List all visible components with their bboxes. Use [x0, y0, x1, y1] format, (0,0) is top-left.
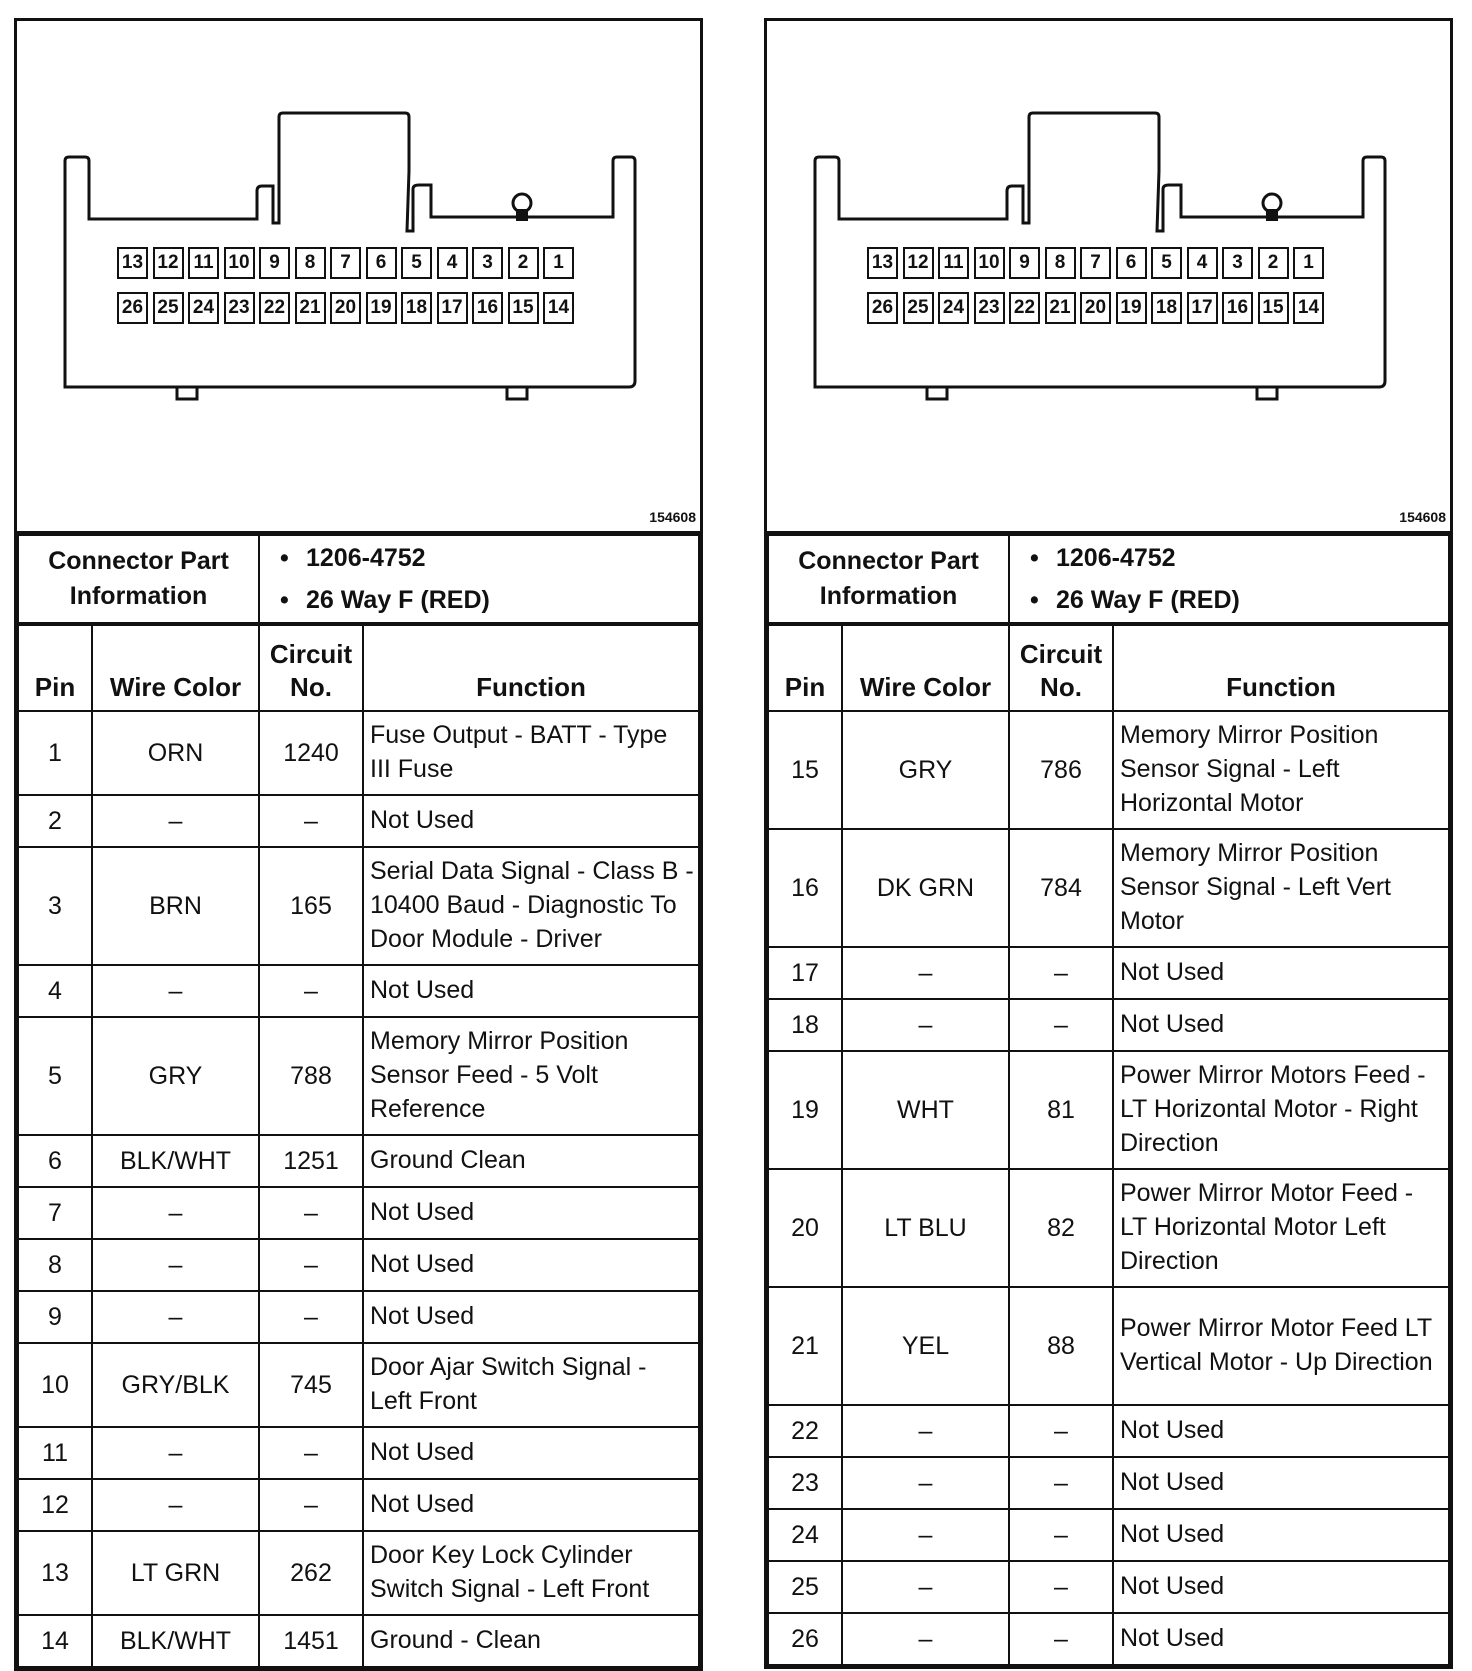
- function-cell: Not Used: [363, 795, 699, 847]
- circuit-cell: 88: [1009, 1287, 1113, 1405]
- circuit-cell: 1451: [259, 1615, 363, 1667]
- wire-color-cell: –: [92, 1479, 259, 1531]
- pin-row-12: [18, 1479, 699, 1531]
- col-circuit: Circuit No.: [1009, 625, 1113, 711]
- col-wire-color: Wire Color: [842, 625, 1009, 711]
- connector-info: [17, 534, 700, 624]
- function-cell: Memory Mirror Position Sensor Signal - Left Vert Motor: [1113, 829, 1449, 947]
- wire-color-cell: –: [842, 999, 1009, 1051]
- connector-pin-14: 14: [1293, 292, 1324, 324]
- function-cell: Not Used: [363, 965, 699, 1017]
- connector-pin-18: 18: [401, 292, 432, 324]
- pin-row-25: [768, 1561, 1449, 1613]
- wire-color-cell: –: [842, 1613, 1009, 1665]
- connector-pin-7: 7: [330, 247, 361, 279]
- connector-pin-26: 26: [117, 292, 148, 324]
- connector-pin-4: 4: [1187, 247, 1218, 279]
- function-cell: Not Used: [363, 1239, 699, 1291]
- pin-cell: 20: [768, 1169, 842, 1287]
- pin-cell: 3: [18, 847, 92, 965]
- wire-color-cell: GRY: [842, 711, 1009, 829]
- pin-row-6: [18, 1135, 699, 1187]
- pin-row-13: [18, 1531, 699, 1615]
- col-pin: Pin: [18, 625, 92, 711]
- connector-pin-24: 24: [188, 292, 219, 324]
- connector-pin-6: 6: [1116, 247, 1147, 279]
- circuit-cell: 1251: [259, 1135, 363, 1187]
- wire-color-cell: BRN: [92, 847, 259, 965]
- wire-color-cell: –: [842, 1509, 1009, 1561]
- wire-color-cell: –: [92, 965, 259, 1017]
- wire-color-cell: –: [92, 795, 259, 847]
- connector-pin-25: 25: [153, 292, 184, 324]
- pin-row-8: [18, 1239, 699, 1291]
- connector-pin-23: 23: [224, 292, 255, 324]
- pin-row-4: [18, 965, 699, 1017]
- function-cell: Power Mirror Motor Feed - LT Horizontal Motor Left Direction: [1113, 1169, 1449, 1287]
- circuit-cell: –: [1009, 947, 1113, 999]
- circuit-cell: –: [1009, 1613, 1113, 1665]
- wire-color-cell: YEL: [842, 1287, 1009, 1405]
- circuit-cell: 1240: [259, 711, 363, 795]
- circuit-cell: –: [1009, 1561, 1113, 1613]
- connector-pin-18: 18: [1151, 292, 1182, 324]
- wire-color-cell: GRY: [92, 1017, 259, 1135]
- function-cell: Not Used: [1113, 1561, 1449, 1613]
- wire-color-cell: –: [842, 1457, 1009, 1509]
- wire-color-cell: –: [842, 1405, 1009, 1457]
- wire-color-cell: BLK/WHT: [92, 1135, 259, 1187]
- function-cell: Not Used: [1113, 1613, 1449, 1665]
- circuit-cell: –: [1009, 999, 1113, 1051]
- connector-pin-9: 9: [1009, 247, 1040, 279]
- circuit-cell: –: [259, 1187, 363, 1239]
- pin-cell: 25: [768, 1561, 842, 1613]
- pin-cell: 2: [18, 795, 92, 847]
- pin-row-23: [768, 1457, 1449, 1509]
- connector-pin-7: 7: [1080, 247, 1111, 279]
- pin-cell: 16: [768, 829, 842, 947]
- connector-pin-11: 11: [188, 247, 219, 279]
- connector-pin-21: 21: [295, 292, 326, 324]
- pin-table-left: [17, 624, 700, 1668]
- pin-row-26: [768, 1613, 1449, 1665]
- connector-pin-5: 5: [1151, 247, 1182, 279]
- connector-pin-23: 23: [974, 292, 1005, 324]
- circuit-cell: 745: [259, 1343, 363, 1427]
- connector-pin-6: 6: [366, 247, 397, 279]
- pin-table-right: [767, 624, 1450, 1666]
- connector-part-number: • 1206-4752: [306, 537, 698, 579]
- connector-pin-19: 19: [1116, 292, 1147, 324]
- wire-color-cell: –: [92, 1239, 259, 1291]
- connector-pin-2: 2: [508, 247, 539, 279]
- circuit-cell: 82: [1009, 1169, 1113, 1287]
- connector-pin-21: 21: [1045, 292, 1076, 324]
- col-circuit: Circuit No.: [259, 625, 363, 711]
- connector-pin-11: 11: [938, 247, 969, 279]
- pin-row-14: [18, 1615, 699, 1667]
- connector-pin-24: 24: [938, 292, 969, 324]
- wire-color-cell: –: [92, 1427, 259, 1479]
- circuit-cell: 262: [259, 1531, 363, 1615]
- connector-panel-right: [764, 18, 1453, 1669]
- pin-cell: 9: [18, 1291, 92, 1343]
- connector-pin-3: 3: [472, 247, 503, 279]
- connector-pin-8: 8: [295, 247, 326, 279]
- pin-row-19: [768, 1051, 1449, 1169]
- pin-row-20: [768, 1169, 1449, 1287]
- connector-pin-1: 1: [1293, 247, 1324, 279]
- figure-number: 154608: [649, 509, 696, 525]
- function-cell: Memory Mirror Position Sensor Signal - Left Horizontal Motor: [1113, 711, 1449, 829]
- connector-pin-12: 12: [903, 247, 934, 279]
- connector-pin-20: 20: [1080, 292, 1111, 324]
- connector-pin-13: 13: [117, 247, 148, 279]
- pin-row-22: [768, 1405, 1449, 1457]
- connector-info-label: Connector Part Information: [18, 535, 259, 623]
- connector-pin-1: 1: [543, 247, 574, 279]
- connector-pin-12: 12: [153, 247, 184, 279]
- pin-row-1: [18, 711, 699, 795]
- wire-color-cell: –: [92, 1291, 259, 1343]
- circuit-cell: 165: [259, 847, 363, 965]
- col-function: Function: [363, 625, 699, 711]
- connector-pin-10: 10: [974, 247, 1005, 279]
- connector-description: • 26 Way F (RED): [306, 579, 698, 621]
- connector-panel-left: [14, 18, 703, 1671]
- pin-cell: 23: [768, 1457, 842, 1509]
- wire-color-cell: –: [842, 1561, 1009, 1613]
- connector-diagram: [767, 21, 1450, 534]
- wire-color-cell: –: [92, 1187, 259, 1239]
- wire-color-cell: BLK/WHT: [92, 1615, 259, 1667]
- pin-cell: 4: [18, 965, 92, 1017]
- wire-color-cell: DK GRN: [842, 829, 1009, 947]
- connector-pin-26: 26: [867, 292, 898, 324]
- pin-row-7: [18, 1187, 699, 1239]
- connector-pin-19: 19: [366, 292, 397, 324]
- pin-row-10: [18, 1343, 699, 1427]
- circuit-cell: –: [259, 1479, 363, 1531]
- connector-pin-3: 3: [1222, 247, 1253, 279]
- circuit-cell: –: [259, 1427, 363, 1479]
- circuit-cell: –: [259, 965, 363, 1017]
- connector-pin-17: 17: [437, 292, 468, 324]
- pin-cell: 8: [18, 1239, 92, 1291]
- connector-pin-4: 4: [437, 247, 468, 279]
- circuit-cell: –: [1009, 1457, 1113, 1509]
- function-cell: Not Used: [363, 1479, 699, 1531]
- circuit-cell: 788: [259, 1017, 363, 1135]
- function-cell: Not Used: [1113, 1405, 1449, 1457]
- pin-cell: 5: [18, 1017, 92, 1135]
- connector-pin-15: 15: [1258, 292, 1289, 324]
- function-cell: Not Used: [1113, 999, 1449, 1051]
- pin-cell: 12: [18, 1479, 92, 1531]
- function-cell: Memory Mirror Position Sensor Feed - 5 Volt Reference: [363, 1017, 699, 1135]
- pin-cell: 10: [18, 1343, 92, 1427]
- circuit-cell: –: [259, 795, 363, 847]
- pin-row-9: [18, 1291, 699, 1343]
- function-cell: Not Used: [363, 1291, 699, 1343]
- circuit-cell: –: [1009, 1509, 1113, 1561]
- pin-cell: 26: [768, 1613, 842, 1665]
- function-cell: Fuse Output - BATT - Type III Fuse: [363, 711, 699, 795]
- connector-pin-13: 13: [867, 247, 898, 279]
- pin-cell: 6: [18, 1135, 92, 1187]
- wire-color-cell: –: [842, 947, 1009, 999]
- pin-row-24: [768, 1509, 1449, 1561]
- connector-part-number: • 1206-4752: [1056, 537, 1448, 579]
- circuit-cell: 786: [1009, 711, 1113, 829]
- pin-row-21: [768, 1287, 1449, 1405]
- function-cell: Power Mirror Motor Feed LT Vertical Motor - Up Direction: [1113, 1287, 1449, 1405]
- connector-pin-2: 2: [1258, 247, 1289, 279]
- pin-row-2: [18, 795, 699, 847]
- connector-pin-25: 25: [903, 292, 934, 324]
- circuit-cell: –: [259, 1291, 363, 1343]
- function-cell: Not Used: [363, 1187, 699, 1239]
- function-cell: Not Used: [1113, 1509, 1449, 1561]
- connector-pin-15: 15: [508, 292, 539, 324]
- wire-color-cell: ORN: [92, 711, 259, 795]
- circuit-cell: –: [259, 1239, 363, 1291]
- function-cell: Door Ajar Switch Signal - Left Front: [363, 1343, 699, 1427]
- pin-cell: 21: [768, 1287, 842, 1405]
- function-cell: Not Used: [363, 1427, 699, 1479]
- pin-cell: 24: [768, 1509, 842, 1561]
- wire-color-cell: LT GRN: [92, 1531, 259, 1615]
- col-pin: Pin: [768, 625, 842, 711]
- circuit-cell: 81: [1009, 1051, 1113, 1169]
- wire-color-cell: WHT: [842, 1051, 1009, 1169]
- pin-cell: 17: [768, 947, 842, 999]
- circuit-cell: 784: [1009, 829, 1113, 947]
- pin-cell: 7: [18, 1187, 92, 1239]
- pin-row-18: [768, 999, 1449, 1051]
- function-cell: Ground Clean: [363, 1135, 699, 1187]
- pin-cell: 11: [18, 1427, 92, 1479]
- connector-pin-22: 22: [259, 292, 290, 324]
- connector-pin-16: 16: [472, 292, 503, 324]
- pin-row-17: [768, 947, 1449, 999]
- connector-info: [767, 534, 1450, 624]
- function-cell: Ground - Clean: [363, 1615, 699, 1667]
- function-cell: Not Used: [1113, 1457, 1449, 1509]
- connector-pin-8: 8: [1045, 247, 1076, 279]
- pin-row-11: [18, 1427, 699, 1479]
- col-function: Function: [1113, 625, 1449, 711]
- connector-pin-22: 22: [1009, 292, 1040, 324]
- connector-pin-17: 17: [1187, 292, 1218, 324]
- pin-cell: 14: [18, 1615, 92, 1667]
- wire-color-cell: LT BLU: [842, 1169, 1009, 1287]
- connector-pin-10: 10: [224, 247, 255, 279]
- connector-pin-20: 20: [330, 292, 361, 324]
- pin-row-3: [18, 847, 699, 965]
- connector-info-label: Connector Part Information: [768, 535, 1009, 623]
- pin-cell: 22: [768, 1405, 842, 1457]
- col-wire-color: Wire Color: [92, 625, 259, 711]
- circuit-cell: –: [1009, 1405, 1113, 1457]
- connector-pin-9: 9: [259, 247, 290, 279]
- connector-pin-5: 5: [401, 247, 432, 279]
- figure-number: 154608: [1399, 509, 1446, 525]
- pin-cell: 13: [18, 1531, 92, 1615]
- pin-row-5: [18, 1017, 699, 1135]
- pin-row-16: [768, 829, 1449, 947]
- connector-description: • 26 Way F (RED): [1056, 579, 1448, 621]
- pin-row-15: [768, 711, 1449, 829]
- function-cell: Not Used: [1113, 947, 1449, 999]
- pin-cell: 1: [18, 711, 92, 795]
- pin-cell: 15: [768, 711, 842, 829]
- pin-cell: 19: [768, 1051, 842, 1169]
- function-cell: Door Key Lock Cylinder Switch Signal - Left Front: [363, 1531, 699, 1615]
- pin-cell: 18: [768, 999, 842, 1051]
- function-cell: Power Mirror Motors Feed - LT Horizontal Motor - Right Direction: [1113, 1051, 1449, 1169]
- connector-pin-16: 16: [1222, 292, 1253, 324]
- connector-pin-14: 14: [543, 292, 574, 324]
- connector-diagram: [17, 21, 700, 534]
- function-cell: Serial Data Signal - Class B - 10400 Baud - Diagnostic To Door Module - Driver: [363, 847, 699, 965]
- wire-color-cell: GRY/BLK: [92, 1343, 259, 1427]
